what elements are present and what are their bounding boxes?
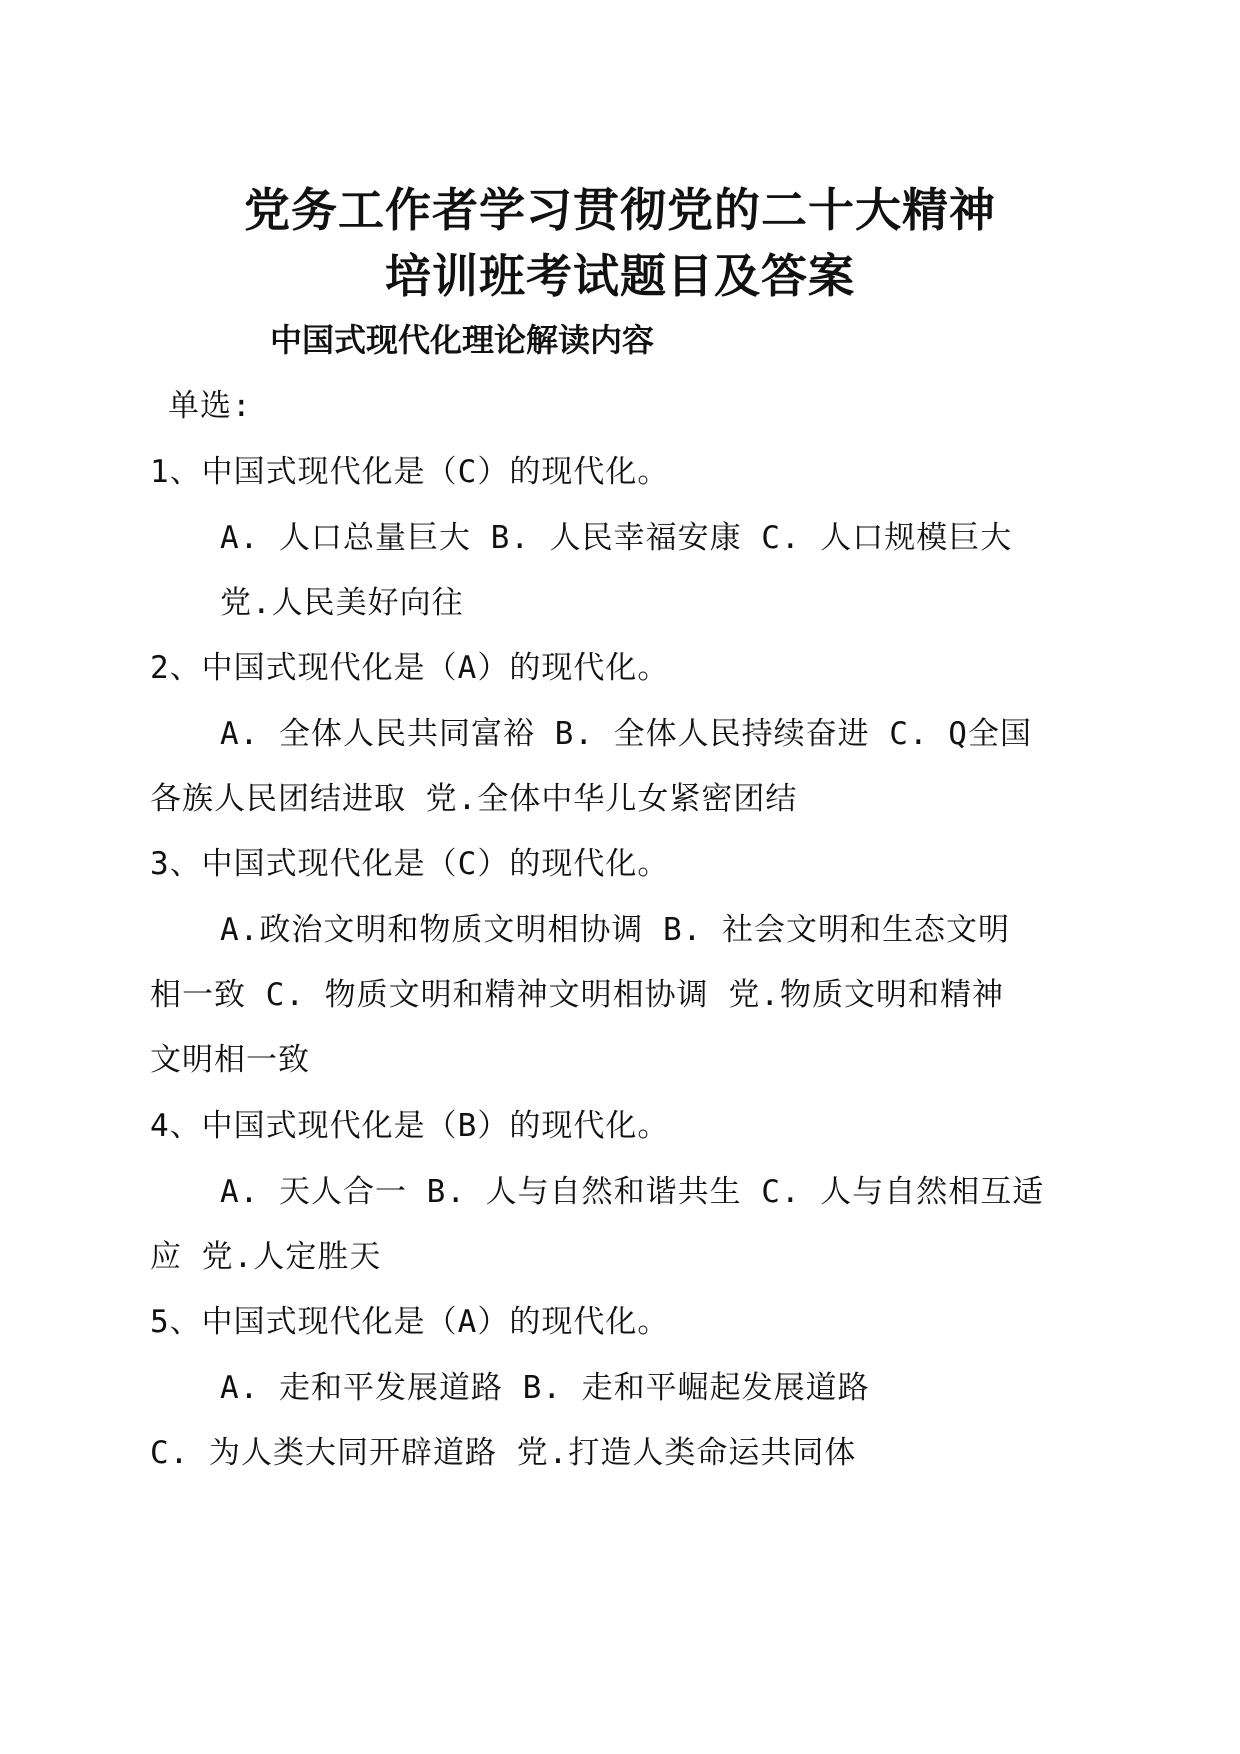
question-3-options-line-2: 相一致 C. 物质文明和精神文明相协调 党.物质文明和精神 (150, 977, 1004, 1013)
question-5-options-line-2: C. 为人类大同开辟道路 党.打造人类命运共同体 (150, 1435, 857, 1471)
question-2-options-line-2: 各族人民团结进取 党.全体中华儿女紧密团结 (150, 781, 798, 817)
question-4-stem: 4、中国式现代化是（B）的现代化。 (150, 1108, 670, 1144)
question-3-options-line-3: 文明相一致 (150, 1042, 310, 1078)
question-2-options-line-1: A. 全体人民共同富裕 B. 全体人民持续奋进 C. Q全国 (220, 716, 1032, 752)
question-5-stem: 5、中国式现代化是（A）的现代化。 (150, 1304, 670, 1340)
section-label: 单选: (168, 388, 252, 424)
question-1-options-line-1: A. 人口总量巨大 B. 人民幸福安康 C. 人口规模巨大 (220, 520, 1013, 556)
question-5-options-line-1: A. 走和平发展道路 B. 走和平崛起发展道路 (220, 1370, 870, 1406)
question-1-options-line-2: 党.人民美好向往 (220, 585, 464, 621)
document-title-line-2: 培训班考试题目及答案 (385, 249, 855, 303)
question-4-options-line-2: 应 党.人定胜天 (150, 1239, 382, 1275)
document-title-line-1: 党务工作者学习贯彻党的二十大精神 (244, 183, 996, 237)
document-subtitle: 中国式现代化理论解读内容 (270, 321, 655, 359)
question-1-stem: 1、中国式现代化是（C）的现代化。 (150, 454, 670, 490)
question-3-options-line-1: A.政治文明和物质文明相协调 B. 社会文明和生态文明 (220, 912, 1010, 948)
question-2-stem: 2、中国式现代化是（A）的现代化。 (150, 650, 670, 686)
question-4-options-line-1: A. 天人合一 B. 人与自然和谐共生 C. 人与自然相互适 (220, 1174, 1045, 1210)
question-3-stem: 3、中国式现代化是（C）的现代化。 (150, 846, 670, 882)
